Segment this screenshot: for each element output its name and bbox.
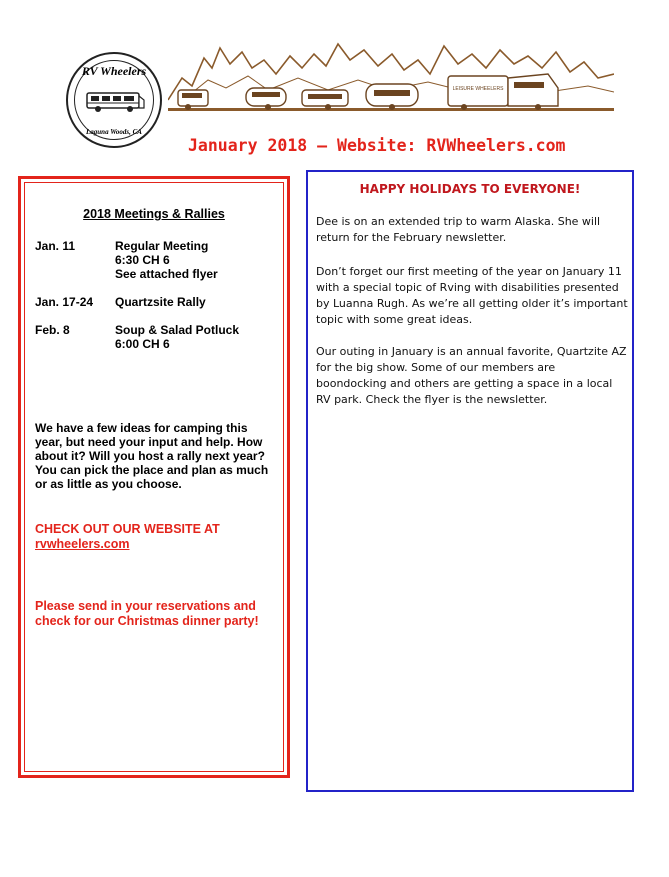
news-paragraph: Don’t forget our first meeting of the year on January 11 with a special topic of Rving with disabilities presented by Luanna Rugh. As we’re all getting older it’s important topic with some great ideas. [316, 265, 628, 326]
schedule-detail [115, 239, 218, 281]
club-logo [66, 52, 162, 148]
schedule-line: Quartzsite Rally [115, 295, 206, 309]
news-paragraph: Dee is on an extended trip to warm Alaska. She will return for the February newsletter. [316, 215, 601, 244]
holiday-panel [306, 170, 634, 792]
website-callout [35, 522, 277, 552]
news-paragraph: Our outing in January is an annual favorite, Quartzite AZ for the big show. Some of our members are boondocking and others are getting a space in a local RV park. Check the flyer is the newsletter. [316, 345, 627, 406]
website-link[interactable]: rvwheelers.com [35, 537, 130, 551]
schedule-line: 6:00 CH 6 [115, 337, 170, 351]
meetings-panel-inner [24, 182, 284, 772]
schedule-row [35, 295, 275, 309]
logo-title: RV Wheelers [81, 64, 147, 78]
ideas-paragraph: We have a few ideas for camping this year, but need your input and help. How about it? Will you host a rally next year? You can pick the place and plan as much or as little as you choose. [35, 421, 269, 491]
schedule-list [35, 239, 275, 365]
page-title: January 2018 – Website: RVWheelers.com [188, 136, 566, 155]
schedule-date: Feb. 8 [35, 323, 70, 337]
schedule-detail [115, 323, 239, 351]
schedule-row [35, 323, 275, 351]
schedule-line: Regular Meeting [115, 239, 209, 253]
motorhome-icon [86, 90, 146, 114]
schedule-date: Jan. 11 [35, 239, 76, 253]
reservation-notice: Please send in your reservations and check for our Christmas dinner party! [35, 599, 259, 628]
mountain-caravan-illustration [168, 38, 614, 118]
banner-rv-label: LEISURE WHEELERS [452, 86, 504, 92]
schedule-date: Jan. 17-24 [35, 295, 94, 309]
website-callout-text: CHECK OUT OUR WEBSITE AT [35, 522, 220, 536]
meetings-panel [18, 176, 290, 778]
logo-subtitle: Laguna Woods, CA [86, 128, 142, 136]
holiday-heading: HAPPY HOLIDAYS TO EVERYONE! [359, 182, 581, 196]
meetings-heading: 2018 Meetings & Rallies [83, 207, 225, 221]
schedule-line: See attached flyer [115, 267, 218, 281]
schedule-row [35, 239, 275, 281]
schedule-detail [115, 295, 206, 309]
schedule-line: Soup & Salad Potluck [115, 323, 240, 337]
schedule-line: 6:30 CH 6 [115, 253, 170, 267]
